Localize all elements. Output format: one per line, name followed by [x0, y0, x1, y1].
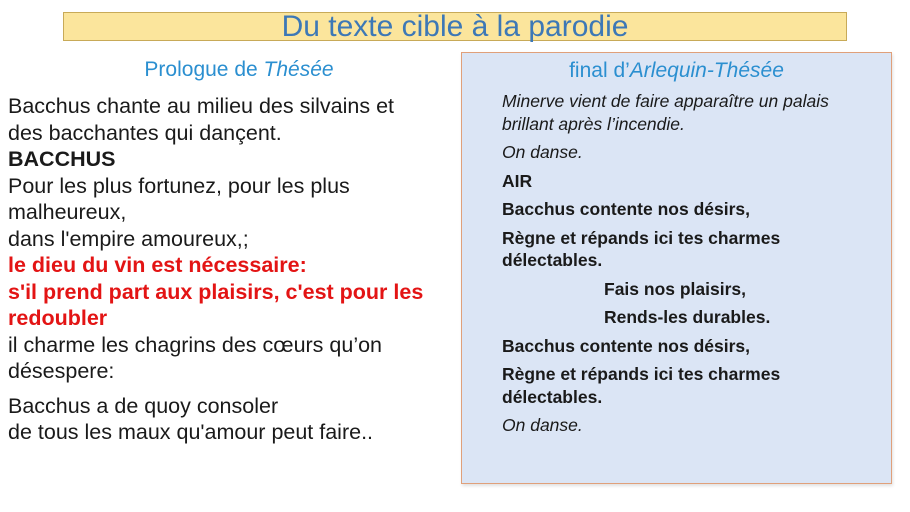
left-line-1: Bacchus chante au milieu des silvains et — [8, 94, 395, 118]
right-heading-work-title: Arlequin-Thésée — [629, 59, 784, 82]
stage-direction-1: Minerve vient de faire apparaître un palais brillant après l’incendie. — [502, 91, 829, 134]
right-column-text — [502, 90, 882, 443]
left-line-13: de tous les maux qu'amour peut faire.. — [8, 420, 374, 444]
verse-4: Règne et répands ici tes charmes délectables. — [502, 364, 781, 407]
left-line-11: désespere: — [8, 359, 115, 383]
verse-2: Règne et répands ici tes charmes délectables. — [502, 227, 781, 270]
left-highlight-line-3: redoubler — [8, 306, 108, 330]
left-line-2: des bacchantes qui dançent. — [8, 120, 282, 145]
stage-direction-2: On danse. — [502, 142, 583, 162]
slide-title-banner — [63, 12, 847, 41]
slide-title: Du texte cible à la parodie — [281, 10, 629, 43]
left-heading-prefix: Prologue de — [144, 58, 264, 81]
verse-3: Bacchus contente nos désirs, — [502, 335, 750, 356]
left-column-heading — [0, 58, 478, 82]
air-label: AIR — [502, 170, 533, 191]
right-column-box — [461, 52, 892, 484]
left-line-4: Pour les plus fortunez, pour les plus — [8, 173, 350, 198]
left-speaker-label: BACCHUS — [8, 147, 116, 171]
left-line-6: dans l'empire amoureux,; — [8, 226, 249, 251]
left-highlight-line-2: s'il prend part aux plaisirs, c'est pour les — [8, 279, 424, 304]
refrain-2: Rends-les durables. — [604, 307, 771, 327]
verse-1: Bacchus contente nos désirs, — [502, 199, 750, 219]
stage-direction-3: On danse. — [502, 415, 583, 435]
left-column-text — [8, 93, 458, 446]
left-highlight-line-1: le dieu du vin est nécessaire: — [8, 253, 307, 277]
left-line-12: Bacchus a de quoy consoler — [8, 393, 279, 418]
left-line-5: malheureux, — [8, 200, 127, 224]
right-column-heading — [462, 59, 891, 83]
refrain-1: Fais nos plaisirs, — [604, 278, 746, 299]
left-heading-work-title: Thésée — [263, 58, 334, 81]
right-heading-prefix: final d’ — [569, 59, 630, 82]
left-line-10: il charme les chagrins des cœurs qu’on — [8, 332, 383, 357]
